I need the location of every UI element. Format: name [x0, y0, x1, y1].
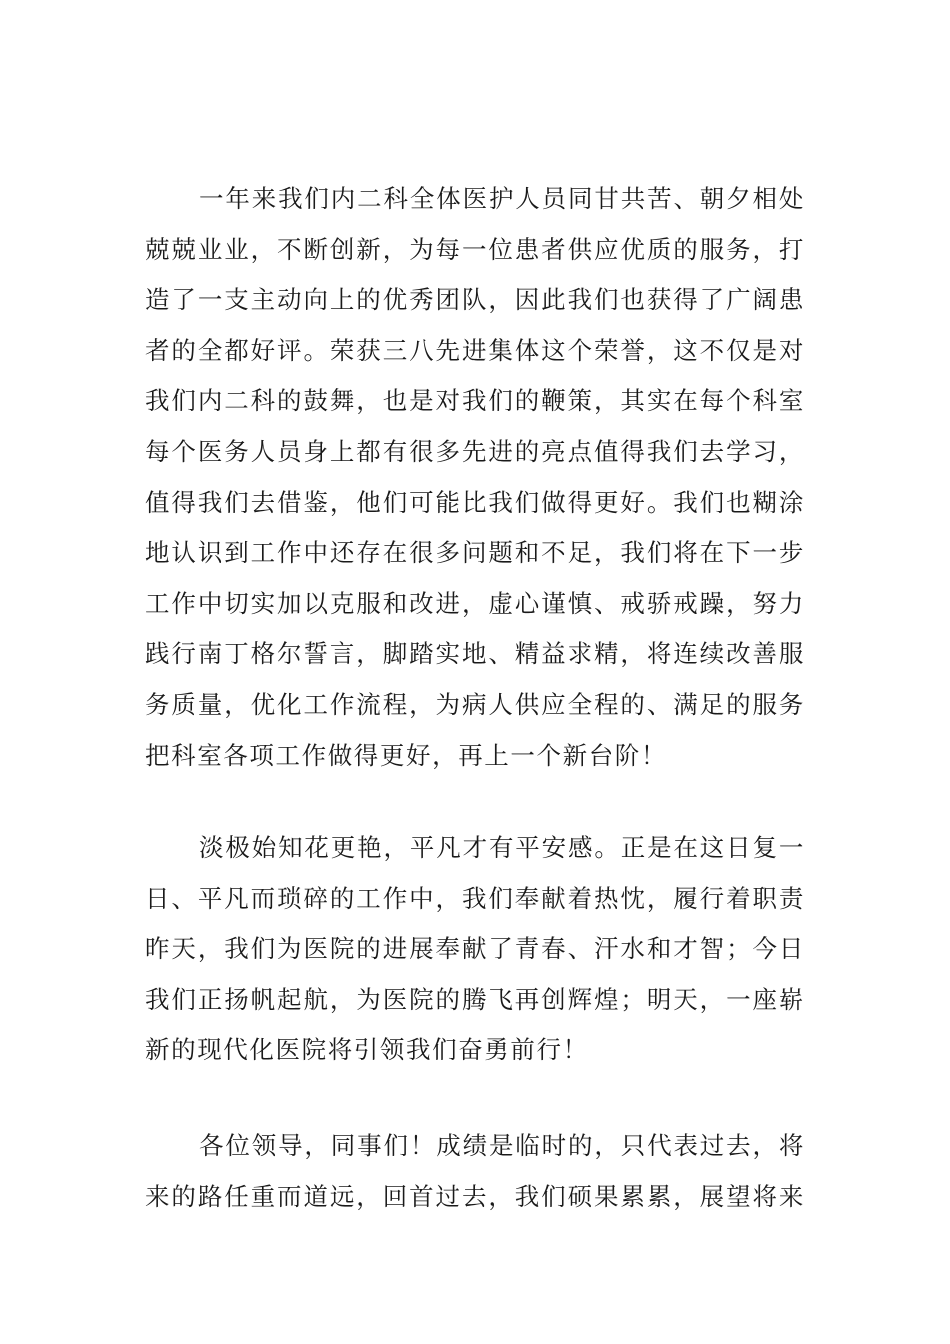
- paragraph-2: [145, 823, 805, 1076]
- text-line: 来的路任重而道远，回首过去，我们硕果累累，展望将来: [145, 1181, 805, 1211]
- text-line: 造了一支主动向上的优秀团队，因此我们也获得了广阔患: [145, 285, 805, 315]
- text-line: 工作中切实加以克服和改进，虚心谨慎、戒骄戒躁，努力: [145, 588, 805, 618]
- text-line: 各位领导，同事们！成绩是临时的，只代表过去，将: [199, 1131, 805, 1160]
- paragraph-3: [145, 1121, 805, 1222]
- text-line: 日、平凡而琐碎的工作中，我们奉献着热忱，履行着职责: [145, 883, 805, 913]
- text-line: 我们内二科的鼓舞，也是对我们的鞭策，其实在每个科室: [145, 386, 805, 416]
- text-line: 我们正扬帆起航，为医院的腾飞再创辉煌；明天，一座崭: [145, 984, 805, 1014]
- text-line: 践行南丁格尔誓言，脚踏实地、精益求精，将连续改善服: [145, 639, 805, 669]
- text-line: 者的全都好评。荣获三八先进集体这个荣誉，这不仅是对: [145, 335, 805, 365]
- text-line: 把科室各项工作做得更好，再上一个新台阶！: [145, 740, 667, 770]
- text-line: 务质量，优化工作流程，为病人供应全程的、满足的服务: [145, 689, 805, 719]
- text-line: 每个医务人员身上都有很多先进的亮点值得我们去学习，: [145, 436, 805, 466]
- text-line: 值得我们去借鉴，他们可能比我们做得更好。我们也糊涂: [145, 487, 805, 517]
- text-line: 兢兢业业，不断创新，为每一位患者供应优质的服务，打: [145, 234, 805, 264]
- text-line: 昨天，我们为医院的进展奉献了青春、汗水和才智；今日: [145, 934, 805, 964]
- text-line: 地认识到工作中还存在很多问题和不足，我们将在下一步: [145, 538, 805, 568]
- text-line: 新的现代化医院将引领我们奋勇前行！: [145, 1035, 589, 1065]
- text-line: 淡极始知花更艳，平凡才有平安感。正是在这日复一: [199, 833, 805, 862]
- paragraph-1: [145, 174, 805, 781]
- text-line: 一年来我们内二科全体医护人员同甘共苦、朝夕相处: [199, 184, 805, 213]
